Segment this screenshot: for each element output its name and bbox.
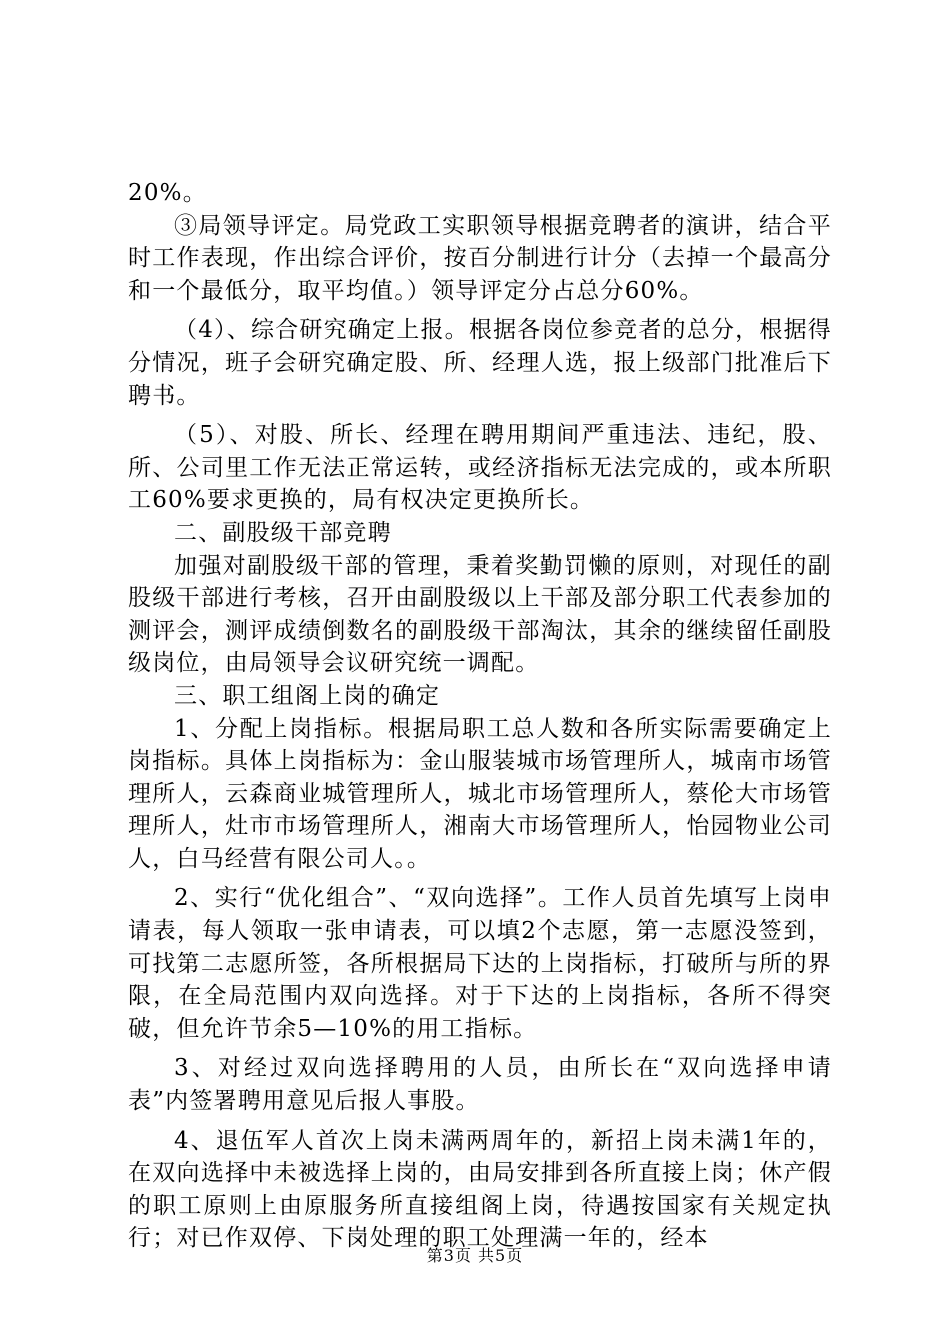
section-heading-deputy-level: 二、副股级干部竞聘 xyxy=(174,519,392,546)
document-body xyxy=(128,177,832,1255)
paragraph-continuation: 20%。 xyxy=(128,180,207,206)
paragraph-quota-allocation: 1、分配上岗指标。根据局职工总人数和各所实际需要确定上岗指标。具体上岗指标为：金山服装城市场管理所人，城南市场管理所人，云森商业城管理所人，城北市场管理所人，蔡伦大市场管理所人，灶市市场管理所人，湘南大市场管理所人，怡园物业公司人，白马经营有限公司人。。 xyxy=(128,715,832,872)
paragraph-special-cases: 4、退伍军人首次上岗未满两周年的，新招上岗未满1年的，在双向选择中未被选择上岗的，由局安排到各所直接上岗；休产假的职工原则上由原服务所直接组阁上岗，待遇按国家有关规定执行；对已作双停、下岗处理的职工处理满一年的，经本 xyxy=(128,1127,832,1252)
paragraph-deputy-level-management: 加强对副股级干部的管理，秉着奖勤罚懒的原则，对现任的副股级干部进行考核，召开由副股级以上干部及部分职工代表参加的测评会，测评成绩倒数名的副股级干部淘汰，其余的继续留任副股级岗位，由局领导会议研究统一调配。 xyxy=(128,552,832,677)
paragraph-hiring-opinion: 3、对经过双向选择聘用的人员，由所长在“双向选择申请表”内签署聘用意见后报人事股。 xyxy=(128,1055,832,1115)
paragraph-replacement-step-5: （5）、对股、所长、经理在聘用期间严重违法、违纪，股、所、公司里工作无法正常运转，或经济指标无法完成的，或本所职工60%要求更换的，局有权决定更换所长。 xyxy=(128,422,832,514)
section-heading-staff-assignment: 三、职工组阁上岗的确定 xyxy=(174,682,441,709)
page-number-footer: 第3页 共5页 xyxy=(426,1246,524,1265)
paragraph-report-step-4: （4）、综合研究确定上报。根据各岗位参竞者的总分，根据得分情况，班子会研究确定股、所、经理人选，报上级部门批准后下聘书。 xyxy=(128,317,832,409)
paragraph-two-way-selection: 2、实行“优化组合”、“双向选择”。工作人员首先填写上岗申请表，每人领取一张申请表，可以填2个志愿，第一志愿没签到，可找第二志愿所签，各所根据局下达的上岗指标，打破所与所的界限，在全局范围内双向选择。对于下达的上岗指标，各所不得突破，但允许节余5—10%的用工指标。 xyxy=(128,885,832,1042)
paragraph-leader-evaluation: ③局领导评定。局党政工实职领导根据竞聘者的演讲，结合平时工作表现，作出综合评价，按百分制进行计分（去掉一个最高分和一个最低分，取平均值。）领导评定分占总分60%。 xyxy=(128,212,832,304)
